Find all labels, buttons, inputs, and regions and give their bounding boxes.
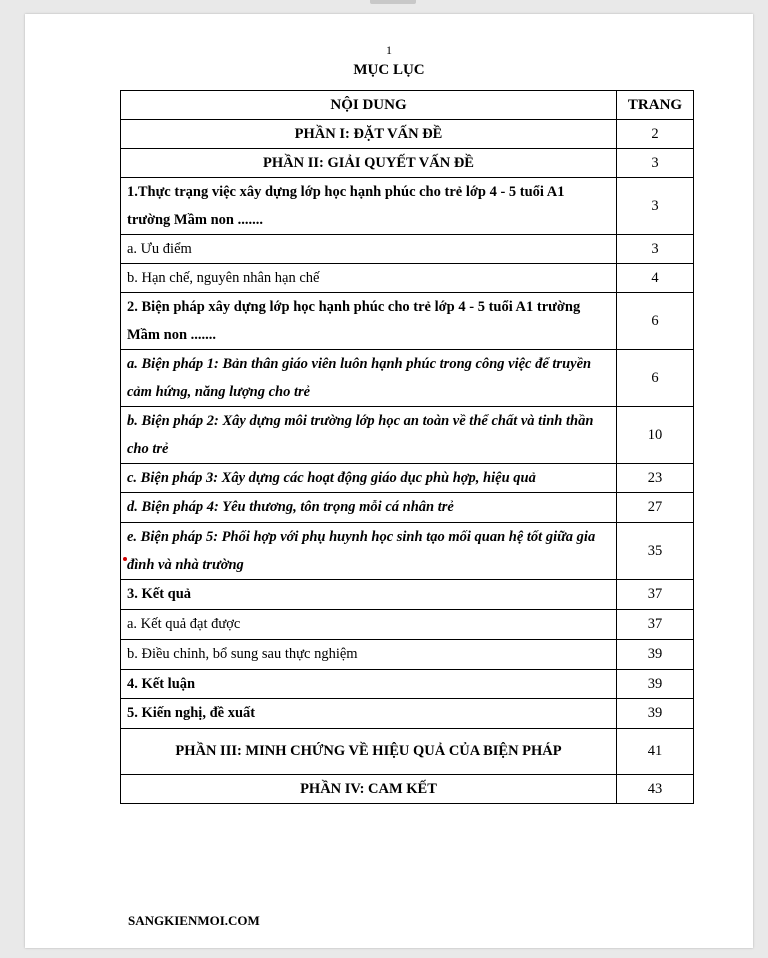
toc-entry-page: 37 [617,580,694,610]
toc-entry-text: 5. Kiến nghị, đề xuất [121,699,617,729]
toc-entry-text: 3. Kết quả [121,580,617,610]
toc-row [121,235,694,264]
toc-entry-text: b. Hạn chế, nguyên nhân hạn chế [121,264,617,293]
toc-entry-text: 2. Biện pháp xây dựng lớp học hạnh phúc cho trẻ lớp 4 - 5 tuổi A1 trường Mầm non ....... [121,293,617,350]
toc-entry-text: d. Biện pháp 4: Yêu thương, tôn trọng mỗi cá nhân trẻ [121,493,617,523]
toc-header-row [121,91,694,120]
toc-row [121,464,694,493]
toc-entry-page: 3 [617,178,694,235]
toc-entry-text: 1.Thực trạng việc xây dựng lớp học hạnh phúc cho trẻ lớp 4 - 5 tuổi A1 trường Mầm non ....... [121,178,617,235]
toc-entry-text: PHẦN I: ĐẶT VẤN ĐỀ [121,120,617,149]
toc-row [121,640,694,670]
toc-entry-page: 6 [617,293,694,350]
red-marker-dot [123,557,127,561]
toc-entry-page: 3 [617,149,694,178]
toc-entry-text: b. Biện pháp 2: Xây dựng môi trường lớp học an toàn về thể chất và tinh thần cho trẻ [121,407,617,464]
document-page [25,14,753,948]
toc-entry-page: 4 [617,264,694,293]
toc-entry-page: 39 [617,699,694,729]
page-number: 1 [386,43,392,57]
scroll-indicator [370,0,416,4]
toc-entry-page: 10 [617,407,694,464]
toc-entry-page: 37 [617,610,694,640]
header-page: TRANG [617,91,694,120]
toc-entry-text: PHẦN II: GIẢI QUYẾT VẤN ĐỀ [121,149,617,178]
header-content: NỘI DUNG [121,91,617,120]
toc-entry-text: c. Biện pháp 3: Xây dựng các hoạt động giáo dục phù hợp, hiệu quả [121,464,617,493]
toc-row [121,493,694,523]
toc-entry-page: 35 [617,523,694,580]
toc-row [121,610,694,640]
toc-row [121,729,694,775]
toc-row [121,149,694,178]
toc-row [121,120,694,149]
toc-row [121,264,694,293]
toc-entry-page: 39 [617,670,694,699]
toc-entry-page: 39 [617,640,694,670]
toc-row [121,350,694,407]
toc-entry-page: 41 [617,729,694,775]
toc-title: MỤC LỤC [353,62,425,78]
toc-entry-text: a. Kết quả đạt được [121,610,617,640]
toc-entry-page: 23 [617,464,694,493]
toc-entry-page: 43 [617,775,694,804]
toc-row [121,178,694,235]
toc-entry-text: a. Ưu điểm [121,235,617,264]
toc-entry-text: e. Biện pháp 5: Phối hợp với phụ huynh học sinh tạo mối quan hệ tốt giữa gia đình và nhà trường [121,523,617,580]
toc-entry-text: PHẦN IV: CAM KẾT [121,775,617,804]
toc-entry-page: 27 [617,493,694,523]
toc-entry-page: 6 [617,350,694,407]
footer-watermark: SANGKIENMOI.COM [128,913,260,928]
toc-entry-text: PHẦN III: MINH CHỨNG VỀ HIỆU QUẢ CỦA BIỆN PHÁP [121,729,617,775]
toc-entry-page: 2 [617,120,694,149]
toc-row [121,523,694,580]
toc-entry-text: b. Điều chỉnh, bổ sung sau thực nghiệm [121,640,617,670]
toc-row [121,699,694,729]
toc-row [121,407,694,464]
toc-entry-text: 4. Kết luận [121,670,617,699]
toc-row [121,775,694,804]
toc-row [121,580,694,610]
toc-entry-text: a. Biện pháp 1: Bản thân giáo viên luôn hạnh phúc trong công việc để truyền cảm hứng, năng lượng cho trẻ [121,350,617,407]
toc-entry-page: 3 [617,235,694,264]
toc-table [120,90,694,804]
toc-row [121,670,694,699]
toc-row [121,293,694,350]
